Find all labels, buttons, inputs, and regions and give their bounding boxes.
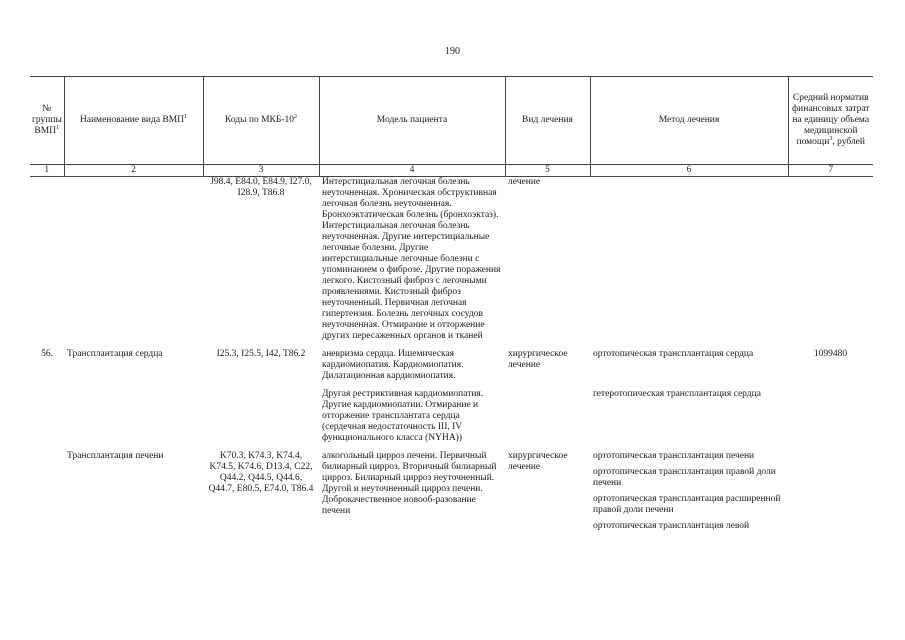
- header-patient-model-text: Модель пациента: [376, 115, 448, 125]
- header-icd-codes-sup: 2: [294, 113, 298, 120]
- column-number: 2: [64, 165, 203, 177]
- header-row: [30, 77, 873, 165]
- group-number-cell: [30, 382, 64, 444]
- header-icd-codes: [203, 77, 319, 165]
- group-number-cell: [30, 177, 64, 343]
- treatment-type-cell: лечение: [508, 177, 541, 187]
- treatment-method-cell: гетеротопическая трансплантация сердца: [593, 389, 761, 399]
- column-number: 7: [788, 165, 873, 177]
- header-average-cost-sup: 3: [829, 135, 833, 142]
- treatment-type-cell: [505, 382, 590, 444]
- vmp-name-cell: Трансплантация сердца: [67, 349, 163, 359]
- patient-model-cell: аневризма сердца. Ишемическая кардиомиопатия. Кардиомиопатия. Дилатационная кардиомиопатия.: [322, 349, 464, 381]
- header-vmp-name-text: Наименование вида ВМП: [79, 115, 185, 125]
- group-number-cell: 56.: [41, 349, 53, 359]
- header-group-number: [30, 77, 64, 165]
- average-cost-cell: [788, 444, 873, 537]
- group-number-cell: [30, 444, 64, 537]
- header-treatment-type: [505, 77, 590, 165]
- column-number: 3: [203, 165, 319, 177]
- treatment-method-item: ортотопическая трансплантация печени: [593, 451, 755, 461]
- average-cost-cell: 1099480: [813, 349, 848, 359]
- header-icd-codes-text: Коды по МКБ-10: [224, 115, 295, 125]
- treatment-method-item: ортотопическая трансплантация расширенной правой доли печени: [593, 494, 781, 515]
- patient-model-cell: Другая рестриктивная кардиомиопатия. Другие кардиомиопатии. Отмирание и отторжение трансплантата сердца (сердечная недостаточность III, IV функционального класса (NYHA)): [322, 389, 484, 443]
- table-row: [30, 177, 873, 343]
- patient-model-cell: Интерстициальная легочная болезнь неуточненная. Хроническая обструктивная легочная болезнь неуточненная. Бронхоэктатическая болезнь (бронхоэктаз). Интерстициальная легочная болезнь неуточненная. Другие интерстициальные легочные болезни. Другие интерстициальные легочные болезни с упоминанием о фиброзе. Другие поражения легкого. Кистозный фиброз с легочными проявлениями. Кистозный фиброз неуточненный. Первичная легочная гипертензия. Болезнь легочных сосудов неуточненная. Отмирание и отторжение других пересаженных органов и тканей: [322, 177, 501, 341]
- treatment-method-cell: [590, 444, 788, 537]
- treatment-type-cell: хирургическое лечение: [508, 349, 568, 370]
- table-row: [30, 444, 873, 537]
- header-treatment-method: [590, 77, 788, 165]
- column-number: 6: [590, 165, 788, 177]
- table-row: [30, 382, 873, 444]
- page-number: 190: [445, 46, 460, 57]
- header-average-cost-text: Средний норматив финансовых затрат на единицу объема медицинской помощи: [792, 93, 870, 147]
- vmp-name-cell: Трансплантация печени: [67, 451, 164, 461]
- patient-model-cell: алкогольный цирроз печени. Первичный билиарный цирроз. Вторичный билиарный цирроз. Билиарный цирроз неуточненный. Другой и неуточненный цирроз печени. Доброкачественное новооб-разование печени: [322, 451, 497, 516]
- table-row: [30, 342, 873, 382]
- column-number: 4: [319, 165, 505, 177]
- header-group-number-text: № группы ВМП: [32, 104, 62, 136]
- vmp-name-cell: [64, 177, 203, 343]
- header-vmp-name-sup: 1: [184, 113, 188, 120]
- column-numbering-row: [30, 165, 873, 177]
- column-number: 5: [505, 165, 590, 177]
- icd-codes-cell: I25.3, I25.5, I42, T86.2: [216, 349, 306, 359]
- header-treatment-type-text: Вид лечения: [522, 115, 573, 125]
- header-treatment-method-text: Метод лечения: [658, 115, 720, 125]
- icd-codes-cell: K70.3, K74.3, K74.4, K74.5, K74.6, D13.4, C22, Q44.2, Q44.5, Q44.6, Q44.7, E80.5, E74.0, T86.4: [208, 451, 314, 494]
- header-group-number-sup: 1: [56, 124, 60, 131]
- header-patient-model: [319, 77, 505, 165]
- header-average-cost-suffix: , рублей: [832, 137, 865, 147]
- header-average-cost: [788, 77, 873, 165]
- treatment-method-cell: ортотопическая трансплантация сердца: [593, 349, 754, 359]
- column-number: 1: [30, 165, 64, 177]
- average-cost-cell: [788, 177, 873, 343]
- average-cost-cell: [788, 382, 873, 444]
- vmp-name-cell: [64, 382, 203, 444]
- icd-codes-cell: J98.4, E84.0, E84.9, I27.0, I28.9, T86.8: [210, 177, 312, 198]
- treatment-type-cell: хирургическое лечение: [508, 451, 568, 472]
- header-vmp-name: [64, 77, 203, 165]
- treatment-method-item: ортотопическая трансплантация левой: [593, 521, 750, 531]
- treatment-method-item: ортотопическая трансплантация правой доли печени: [593, 467, 776, 488]
- vmp-table: [30, 76, 873, 537]
- treatment-method-cell: [590, 177, 788, 343]
- icd-codes-cell: [203, 382, 319, 444]
